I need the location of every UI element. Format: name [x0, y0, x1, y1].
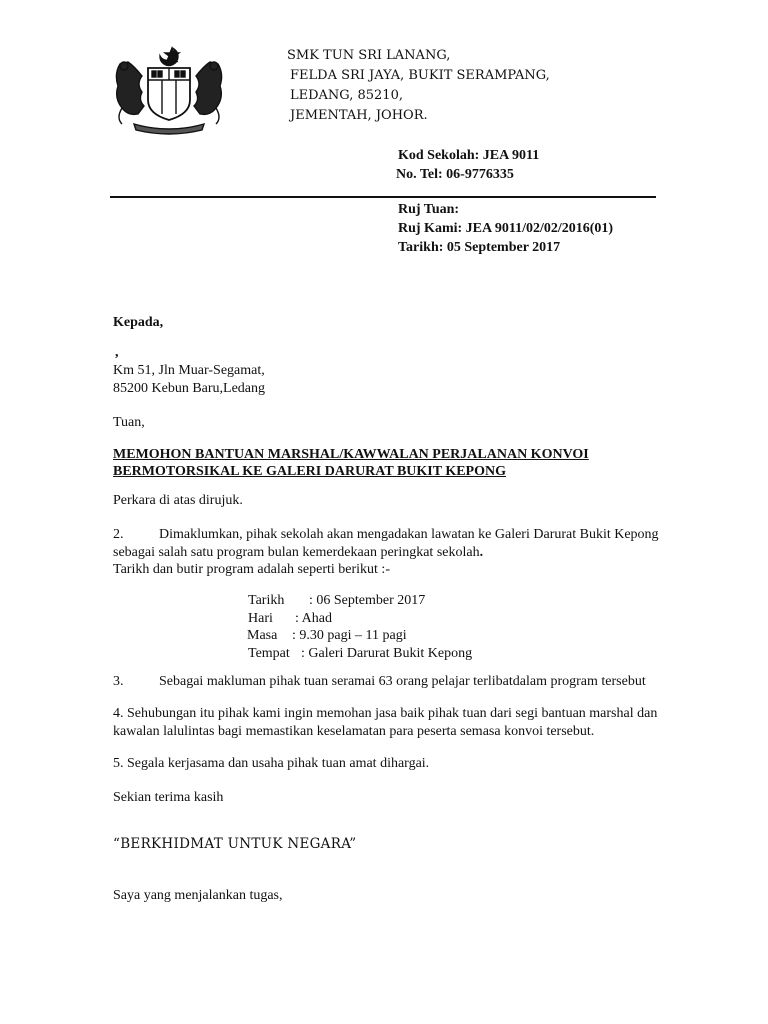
detail-label: Tarikh [248, 593, 285, 608]
letter-subject [113, 446, 589, 480]
reference-block [398, 200, 613, 257]
school-address-line: LEDANG, 85210, [290, 88, 403, 103]
school-name: SMK TUN SRI LANANG, [287, 48, 451, 63]
salutation: Tuan, [113, 415, 145, 430]
paragraph-number: 2. [113, 527, 124, 542]
detail-value: : Ahad [295, 610, 332, 626]
paragraph-2 [113, 526, 659, 579]
school-address-line: FELDA SRI JAYA, BUKIT SERAMPANG, [290, 68, 550, 83]
paragraph-text: 4. Sehubungan itu pihak kami ingin memohan jasa baik pihak tuan dari segi bantuan marshal dan [113, 706, 658, 721]
school-contact [398, 146, 539, 184]
recipient-address-line: Km 51, Jln Muar-Segamat, [113, 363, 265, 378]
paragraph-number: 3. [113, 674, 124, 689]
closing-line: Sekian terima kasih [113, 790, 224, 805]
ruj-tuan: Ruj Tuan: [398, 202, 460, 217]
detail-value: : Galeri Darurat Bukit Kepong [301, 645, 473, 661]
detail-row [248, 592, 472, 610]
paragraph-text: Sebagai makluman pihak tuan seramai 63 orang pelajar terlibatdalam program tersebut [159, 674, 646, 689]
subject-line: BERMOTORSIKAL KE GALERI DARURAT BUKIT KEPONG [113, 464, 506, 479]
detail-row [248, 645, 472, 663]
paragraph-text: sebagai salah satu program bulan kemerdekaan peringkat sekolah [113, 544, 480, 560]
detail-label: Hari [248, 610, 273, 626]
paragraph-3 [113, 673, 646, 691]
paragraph-1: Perkara di atas dirujuk. [113, 493, 243, 508]
paragraph-text: Tarikh dan butir program adalah seperti berikut :- [113, 562, 390, 577]
detail-label: Masa [247, 628, 278, 643]
school-phone: No. Tel: 06-9776335 [396, 167, 514, 182]
recipient-address-line: 85200 Kebun Baru,Ledang [113, 381, 266, 396]
subject-line: MEMOHON BANTUAN MARSHAL/KAWWALAN PERJALANAN KONVOI [113, 447, 589, 462]
recipient-address [113, 362, 265, 398]
ruj-kami: Ruj Kami: JEA 9011/02/02/2016(01) [398, 221, 614, 236]
detail-value: : 06 September 2017 [309, 593, 426, 608]
motto: “BERKHIDMAT UNTUK NEGARA” [113, 836, 357, 852]
detail-label: Tempat [248, 645, 290, 661]
coat-of-arms-icon [108, 44, 230, 136]
signoff: Saya yang menjalankan tugas, [113, 888, 283, 903]
header-divider [110, 196, 656, 198]
school-address-block [287, 46, 550, 126]
school-code: Kod Sekolah: JEA 9011 [398, 148, 540, 163]
detail-row [247, 627, 472, 645]
detail-value: : 9.30 pagi – 11 pagi [292, 628, 407, 643]
paragraph-text: Dimaklumkan, pihak sekolah akan mengadakan lawatan ke Galeri Darurat Bukit Kepong [159, 527, 659, 542]
paragraph-period: . [479, 544, 484, 560]
recipient-heading: Kepada, [113, 315, 164, 330]
school-address-line: JEMENTAH, JOHOR. [290, 108, 428, 123]
detail-row [248, 610, 472, 628]
paragraph-5: 5. Segala kerjasama dan usaha pihak tuan amat dihargai. [113, 756, 430, 771]
paragraph-text: kawalan lalulintas bagi memastikan keselamatan para peserta semasa konvoi tersebut. [113, 723, 595, 739]
recipient-name: , [115, 345, 119, 360]
program-details [248, 592, 472, 662]
letter-date: Tarikh: 05 September 2017 [398, 240, 561, 255]
paragraph-4 [113, 705, 657, 740]
